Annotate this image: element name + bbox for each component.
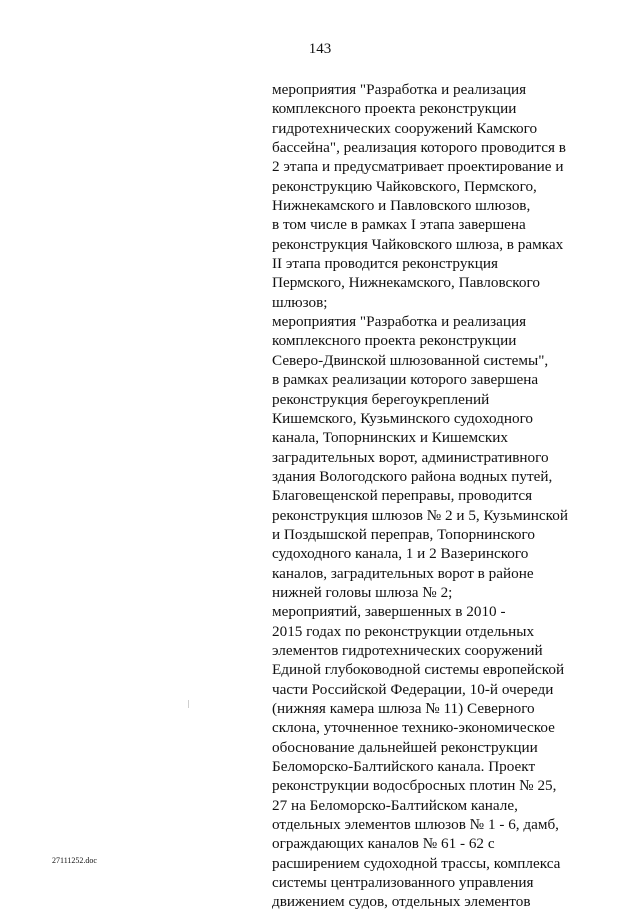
text-line: и Поздышской переправ, Топорнинского (272, 525, 535, 543)
text-line: комплексного проекта реконструкции (272, 100, 517, 118)
text-line: гидротехнических сооружений Камского (272, 119, 538, 137)
text-line: Нижнекамского и Павловского шлюзов, (272, 197, 531, 215)
text-line: движением судов, отдельных элементов (272, 893, 531, 911)
text-line: судоходного канала, 1 и 2 Вазеринского (272, 545, 529, 563)
scan-speck (188, 700, 189, 708)
text-line: в том числе в рамках I этапа завершена (272, 216, 526, 234)
text-line: каналов, заградительных ворот в районе (272, 564, 534, 582)
text-line: (нижняя камера шлюза № 11) Северного (272, 700, 535, 717)
text-line: склона, уточненное технико-экономическое (272, 719, 555, 737)
text-line: части Российской Федерации, 10-й очереди (272, 680, 554, 698)
text-line: отдельных элементов шлюзов № 1 - 6, дамб, (272, 816, 559, 834)
text-line: реконструкция берегоукреплений (272, 390, 490, 408)
text-line: 2015 годах по реконструкции отдельных (272, 622, 535, 640)
text-line: реконструкция Чайковского шлюза, в рамках (272, 235, 564, 253)
text-line: в рамках реализации которого завершена (272, 371, 539, 389)
text-line: реконструкции водосбросных плотин № 25, (272, 777, 557, 795)
text-line: заградительных ворот, административного (272, 448, 549, 466)
text-line: Пермского, Нижнекамского, Павловского (272, 274, 540, 292)
text-line: комплексного проекта реконструкции (272, 332, 517, 350)
text-line: мероприятия "Разработка и реализация (272, 81, 527, 98)
text-line: здания Вологодского района водных путей, (272, 467, 553, 485)
text-line: Северо-Двинской шлюзованной системы", (272, 351, 549, 369)
text-line: Единой глубоководной системы европейской (272, 661, 565, 679)
text-line: Беломорско-Балтийского канала. Проект (272, 758, 536, 776)
text-line: мероприятий, завершенных в 2010 - (272, 603, 506, 621)
text-line: системы централизованного управления (272, 874, 534, 892)
text-line: мероприятия "Разработка и реализация (272, 313, 527, 331)
text-line: канала, Топорнинских и Кишемских (272, 429, 508, 447)
text-line: реконструкция шлюзов № 2 и 5, Кузьминской (272, 506, 568, 524)
text-line: элементов гидротехнических сооружений (272, 641, 543, 659)
text-line: обоснование дальнейшей реконструкции (272, 738, 538, 756)
text-line: шлюзов; (272, 293, 328, 311)
text-line: Благовещенской переправы, проводится (272, 487, 533, 505)
text-line: Кишемского, Кузьминского судоходного (272, 409, 534, 427)
page-number: 143 (308, 41, 332, 57)
body-text (272, 80, 592, 912)
text-line: ограждающих каналов № 61 - 62 с (272, 835, 495, 853)
document-file-id: 27111252.doc (52, 856, 97, 865)
text-line: расширением судоходной трассы, комплекса (272, 854, 561, 872)
text-line: 27 на Беломорско-Балтийском канале, (272, 796, 518, 814)
text-line: реконструкцию Чайковского, Пермского, (272, 177, 537, 195)
text-line: нижней головы шлюза № 2; (272, 583, 453, 601)
text-line: 2 этапа и предусматривает проектирование и (272, 158, 564, 176)
text-line: бассейна", реализация которого проводится в (272, 139, 566, 157)
text-line: II этапа проводится реконструкция (272, 255, 499, 273)
